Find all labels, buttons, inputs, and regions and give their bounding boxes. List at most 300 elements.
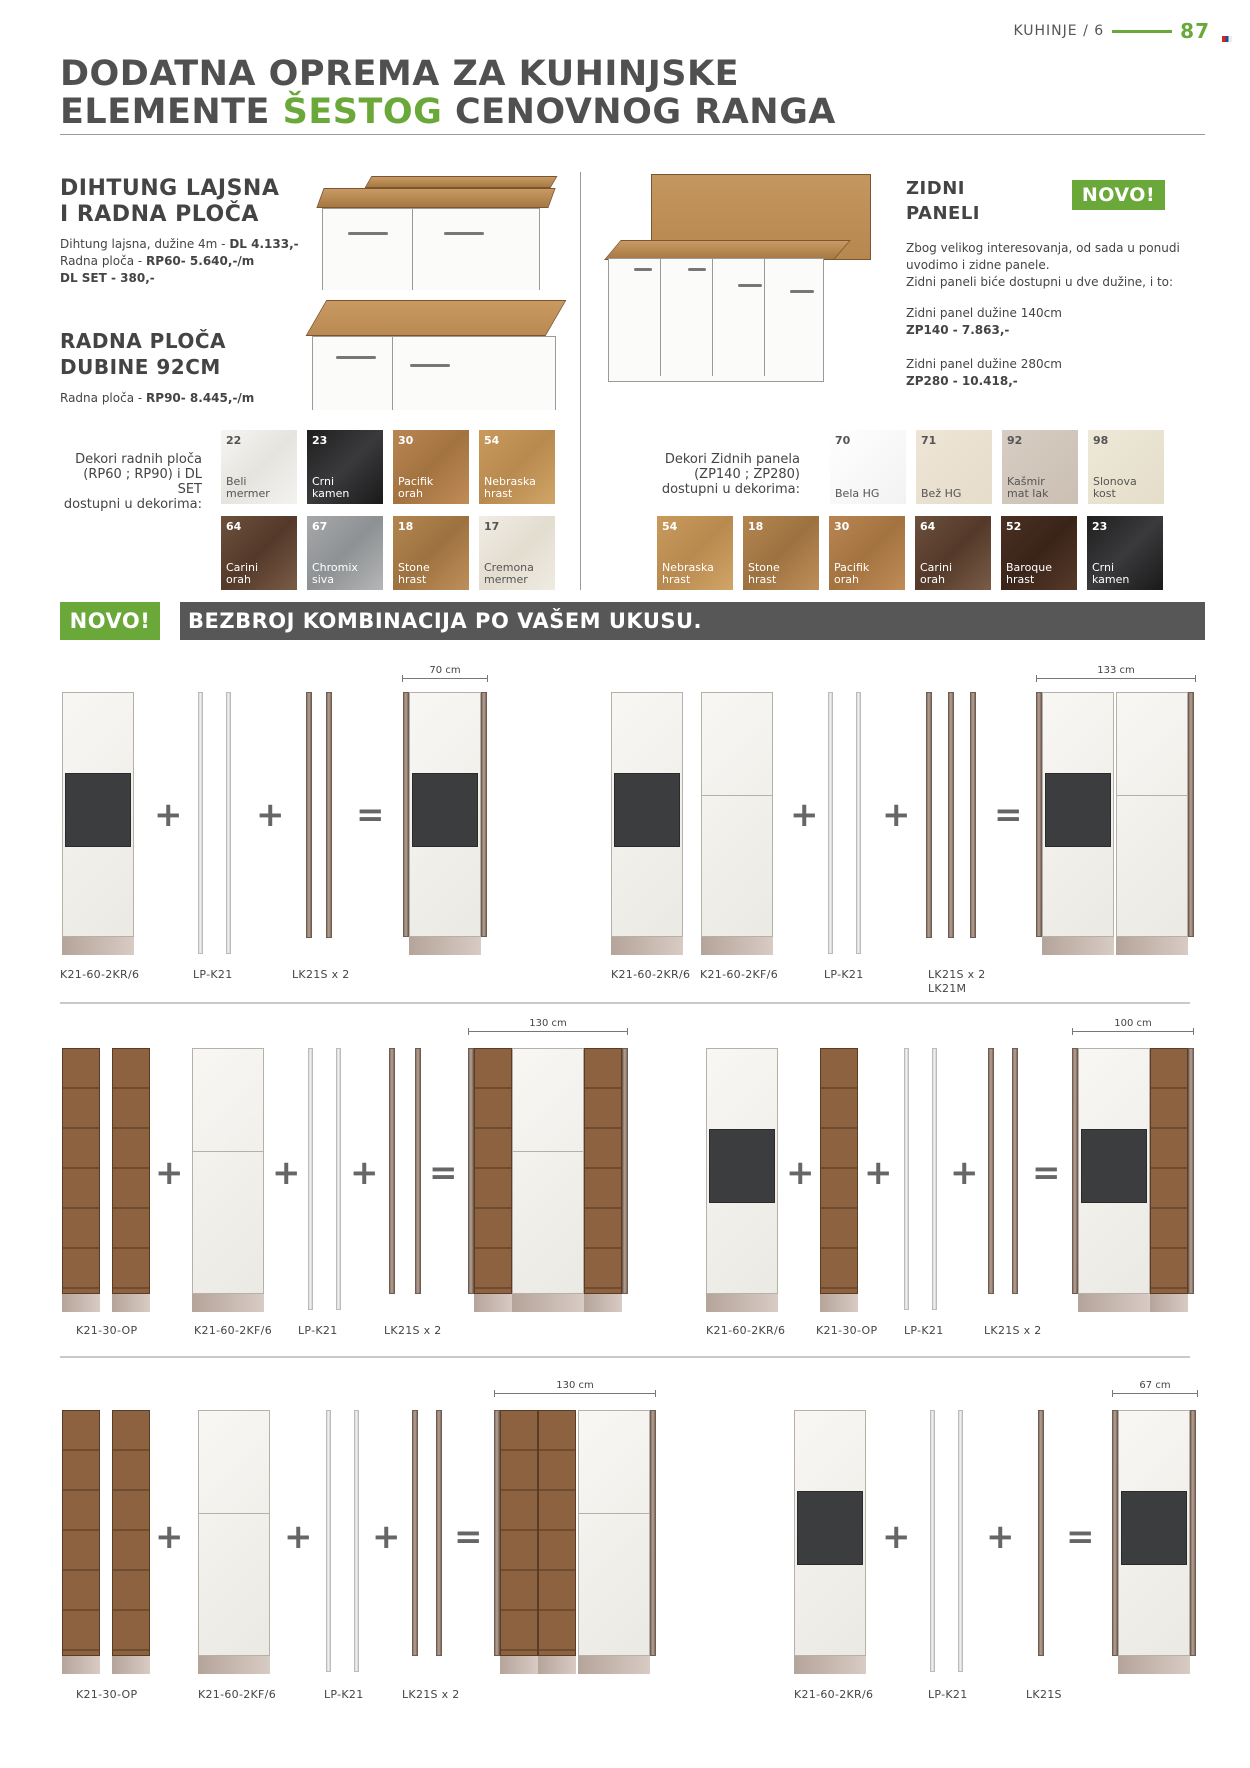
swatch-name [834,562,869,586]
swatch-code: 52 [1006,520,1022,533]
equals-sign: = [994,795,1023,835]
handle [634,268,652,271]
side-panel-dark [926,692,932,938]
plus-sign: + [864,1153,893,1193]
swatch-name-2: kamen [1092,573,1130,586]
countertop-with-seal-illustration [320,172,560,290]
cabinet-plinth [794,1656,866,1674]
swatch-name [226,476,270,500]
swatch-name [484,562,534,586]
swatch-name-1: Chromix [312,561,358,574]
cabinet-body [608,258,824,382]
decor-swatch-23 [307,430,383,504]
appliance-niche [614,773,680,847]
open-shelf-cabinet [474,1048,512,1294]
cabinet-plinth [820,1294,858,1312]
dihtung-heading-2: I RADNA PLOČA [60,202,259,227]
door-split [198,1513,270,1514]
plus-sign: + [256,795,285,835]
cabinet-plinth [578,1656,650,1674]
item-code-caption: LP-K21 [928,1688,968,1701]
zidni-new-badge: NOVO! [1072,180,1165,210]
side-panel-dark [622,1048,628,1294]
tall-cabinet-two-doors [192,1048,264,1294]
swatch-name-1: Kašmir [1007,475,1045,488]
item-code-caption: K21-60-2KR/6 [611,968,691,981]
swatch-code: 18 [398,520,414,533]
swatch-code: 70 [835,434,851,447]
tall-cabinet-two-doors [1116,692,1188,937]
zidni-280-label: Zidni panel dužine 280cm [906,357,1062,371]
dihtung-line-2 [60,253,299,270]
equals-sign: = [1066,1517,1095,1557]
side-panel-dark [1038,1410,1044,1656]
item-code-caption: K21-30-OP [76,1324,138,1337]
decors-left-label-3: dostupni u dekorima: [63,497,202,512]
swatch-name [312,562,358,586]
swatch-code: 92 [1007,434,1023,447]
plus-sign: + [882,795,911,835]
side-panel-light [308,1048,313,1310]
plus-sign: + [350,1153,379,1193]
swatch-name-1: Slonova [1093,475,1137,488]
swatch-name-1: Nebraska [662,561,714,574]
dimension-label [1072,1018,1194,1032]
equals-sign: = [356,795,385,835]
swatch-name-2: orah [398,487,423,500]
decor-swatch-67 [307,516,383,590]
swatch-name-1: Pacifik [398,475,434,488]
cabinet-plinth [112,1294,150,1312]
cabinet-plinth [706,1294,778,1312]
tall-cabinet-two-doors [512,1048,584,1294]
equals-sign: = [1032,1153,1061,1193]
swatch-code: 30 [834,520,850,533]
plus-sign: + [790,795,819,835]
header-rule [1112,30,1172,33]
cabinet-plinth [1150,1294,1188,1312]
swatch-name-1: Cremona [484,561,534,574]
swatch-name [662,562,714,586]
title-line-2 [60,93,836,131]
zidni-280-price: ZP280 - 10.418,- [906,374,1018,388]
dimension-value: 130 cm [556,1380,594,1391]
swatch-name-2: kamen [312,487,350,500]
item-code-caption: K21-30-OP [76,1688,138,1701]
side-panel-dark [412,1410,418,1656]
plus-sign: + [986,1517,1015,1557]
dihtung-line-2-text: Radna ploča - [60,254,147,268]
open-shelf-cabinet [584,1048,622,1294]
swatch-name-2: hrast [662,573,691,586]
decor-swatch-64 [221,516,297,590]
cabinet-plinth [500,1656,538,1674]
swatch-name-2: orah [834,573,859,586]
swatch-name [1006,562,1052,586]
dihtung-line-1-price: DL 4.133,- [229,237,299,251]
swatch-name-1: Crni [312,475,335,488]
cabinet-plinth [192,1294,264,1312]
side-panel-dark [306,692,312,938]
door-split [512,1151,584,1152]
open-shelf-cabinet [1150,1048,1188,1294]
door-split [1116,795,1188,796]
swatch-name [1093,476,1137,500]
vertical-divider [580,172,581,590]
cabinet-plinth [538,1656,576,1674]
item-code-caption: LK21S x 2 [402,1688,460,1701]
side-panel-light [856,692,861,954]
swatch-name [748,562,780,586]
title-highlight: ŠESTOG [282,92,443,132]
radna-block [60,328,254,407]
side-panel-dark [1190,1410,1196,1656]
handle [336,356,376,359]
decor-swatch-54 [657,516,733,590]
side-panel-light [932,1048,937,1310]
open-shelf-cabinet [112,1410,150,1656]
cabinet-plinth [62,1656,100,1674]
dihtung-heading-1: DIHTUNG LAJSNA [60,176,280,201]
banner-new-badge: NOVO! [60,602,160,640]
decor-swatch-92 [1002,430,1078,504]
worktop [604,240,851,260]
item-code-caption: K21-60-2KF/6 [700,968,778,981]
dihtung-line-3-price: DL SET - 380,- [60,271,155,285]
tall-cabinet-two-doors [578,1410,650,1656]
door-split [660,258,661,376]
dimension-value: 70 cm [429,665,461,676]
row-divider [60,1002,1190,1004]
decors-right-label-3: dostupni u dekorima: [661,482,800,497]
side-panel-dark [436,1410,442,1656]
decors-left-label-1: Dekori radnih ploča [75,452,202,467]
item-code-caption: K21-60-2KR/6 [794,1688,874,1701]
decors-left-label-2: (RP60 ; RP90) i DL SET [83,467,202,497]
handle [738,284,762,287]
decor-swatch-17 [479,516,555,590]
swatch-name [398,562,430,586]
equals-sign: = [429,1153,458,1193]
cabinet-plinth [62,937,134,955]
title-part-b: CENOVNOG RANGA [442,92,836,132]
swatch-code: 22 [226,434,242,447]
decor-swatch-64 [915,516,991,590]
cabinet-plinth [1118,1656,1190,1674]
item-code-caption: LK21S x 2 [292,968,350,981]
radna-line-1-text: Radna ploča - [60,391,147,405]
decor-swatch-23 [1087,516,1163,590]
appliance-niche [1045,773,1111,847]
cabinet-plinth [474,1294,512,1312]
title-part-a: ELEMENTE [60,92,283,132]
decor-swatch-18 [743,516,819,590]
decor-swatch-52 [1001,516,1077,590]
item-code-caption: LK21M [928,982,967,995]
swatch-code: 23 [1092,520,1108,533]
swatch-name-2: Bež HG [921,487,962,500]
decors-right-label-2: (ZP140 ; ZP280) [694,467,800,482]
side-panel-dark [970,692,976,938]
swatch-name [920,562,952,586]
decor-swatch-54 [479,430,555,504]
appliance-niche [709,1129,775,1203]
seal-strip [365,176,558,188]
decor-swatch-30 [829,516,905,590]
dimension-line [1112,1393,1198,1394]
plus-sign: + [155,1517,184,1557]
handle [348,232,388,235]
dimension-label [1036,665,1196,679]
swatch-name-2: kost [1093,487,1116,500]
side-panel-dark [1188,692,1194,937]
item-code-caption: K21-60-2KR/6 [706,1324,786,1337]
swatch-name-1: Nebraska [484,475,536,488]
dimension-label [494,1380,656,1394]
swatch-name-2: mat lak [1007,487,1049,500]
item-code-caption: K21-60-2KF/6 [194,1324,272,1337]
plus-sign: + [272,1153,301,1193]
page-header [1013,19,1210,43]
appliance-niche [65,773,131,847]
side-panel-light [354,1410,359,1672]
side-panel-dark [988,1048,994,1294]
row-divider [60,1356,1190,1358]
open-shelf-cabinet [112,1048,150,1294]
dimension-label [402,665,488,679]
swatch-code: 67 [312,520,328,533]
swatch-code: 64 [226,520,242,533]
swatch-name [1092,562,1129,586]
appliance-niche [1121,1491,1187,1565]
cabinet-plinth [512,1294,584,1312]
plus-sign: + [950,1153,979,1193]
door-split [412,208,413,290]
cabinet-plinth [409,937,481,955]
swatch-name-1: Stone [398,561,430,574]
decor-swatch-70 [830,430,906,504]
combinations-banner: BEZBROJ KOMBINACIJA PO VAŠEM UKUSU. [180,602,1205,640]
wall-panel-illustration [604,172,874,404]
handle [410,364,450,367]
swatch-name-1: Baroque [1006,561,1053,574]
dimension-line [1036,678,1196,679]
swatch-name [835,488,879,500]
swatch-name-2: Bela HG [835,487,880,500]
cabinet-plinth [198,1656,270,1674]
swatch-name [921,488,961,500]
page-title [60,55,836,131]
swatch-name-2: orah [920,573,945,586]
flag-icon [1222,36,1232,42]
swatch-name [226,562,258,586]
cabinet-body [322,208,540,290]
appliance-niche [1081,1129,1147,1203]
open-shelf-cabinet [820,1048,858,1294]
swatch-name [312,476,349,500]
handle [444,232,484,235]
dimension-value: 100 cm [1114,1018,1152,1029]
dihtung-line-1-text: Dihtung lajsna, dužine 4m - [60,237,230,251]
equals-sign: = [454,1517,483,1557]
cabinet-plinth [112,1656,150,1674]
dimension-line [1072,1031,1194,1032]
swatch-name [1007,476,1048,500]
swatch-name-1: Carini [226,561,259,574]
swatch-name-2: hrast [484,487,513,500]
swatch-code: 17 [484,520,500,533]
appliance-niche [412,773,478,847]
handle [790,290,814,293]
item-code-caption: K21-30-OP [816,1324,878,1337]
swatch-name-1: Pacifik [834,561,870,574]
cabinet-plinth [1042,937,1114,955]
side-panel-light [930,1410,935,1672]
plus-sign: + [155,1153,184,1193]
swatch-code: 30 [398,434,414,447]
side-panel-light [904,1048,909,1310]
zidni-desc-1: Zbog velikog interesovanja, od sada u ponudi [906,241,1180,255]
side-panel-dark [1188,1048,1194,1294]
door-split [578,1513,650,1514]
cabinet-body [312,336,556,410]
zidni-140-price: ZP140 - 7.863,- [906,323,1010,337]
dimension-line [468,1031,628,1032]
decor-swatch-71 [916,430,992,504]
plus-sign: + [154,795,183,835]
radna-heading-2: DUBINE 92CM [60,355,221,379]
title-divider [60,134,1205,135]
zidni-desc-2: uvodimo i zidne panele. [906,258,1050,272]
open-shelf-cabinet [500,1410,538,1656]
side-panel-dark [650,1410,656,1656]
dimension-value: 133 cm [1097,665,1135,676]
item-code-caption: LP-K21 [298,1324,338,1337]
decors-right-label [640,452,800,497]
worktop [316,188,555,208]
item-code-caption: K21-60-2KR/6 [60,968,140,981]
title-line-1: DODATNA OPREMA ZA KUHINJSKE [60,54,739,94]
item-code-caption: LK21S x 2 [384,1324,442,1337]
side-panel-light [336,1048,341,1310]
radna-line-1-price: RP90- 8.445,-/m [146,391,255,405]
cabinet-plinth [701,937,773,955]
swatch-name-2: mermer [484,573,528,586]
plus-sign: + [786,1153,815,1193]
side-panel-light [958,1410,963,1672]
handle [688,268,706,271]
decors-right-label-1: Dekori Zidnih panela [664,452,800,467]
tall-cabinet-two-doors [701,692,773,937]
item-code-caption: LK21S x 2 [928,968,986,981]
swatch-name-1: Crni [1092,561,1115,574]
dihtung-line-3 [60,270,299,287]
item-code-caption: LK21S x 2 [984,1324,1042,1337]
appliance-niche [797,1491,863,1565]
item-code-caption: LK21S [1026,1688,1062,1701]
dihtung-line-1 [60,236,299,253]
swatch-name-2: orah [226,573,251,586]
side-panel-dark [415,1048,421,1294]
swatch-code: 64 [920,520,936,533]
item-code-caption: LP-K21 [824,968,864,981]
door-split [701,795,773,796]
door-split [392,336,393,410]
side-panel-dark [326,692,332,938]
countertop-92cm-illustration [306,300,560,410]
item-code-caption: K21-60-2KF/6 [198,1688,276,1701]
swatch-name-2: hrast [748,573,777,586]
cabinet-plinth [611,937,683,955]
side-panel-dark [1012,1048,1018,1294]
swatch-code: 98 [1093,434,1109,447]
dimension-label [1112,1380,1198,1394]
swatch-name [398,476,433,500]
dimension-value: 67 cm [1139,1380,1171,1391]
swatch-code: 18 [748,520,764,533]
tall-cabinet-two-doors [198,1410,270,1656]
dimension-label [468,1018,628,1032]
cabinet-plinth [584,1294,622,1312]
swatch-name-2: hrast [1006,573,1035,586]
dimension-line [494,1393,656,1394]
decors-left-label [62,452,202,512]
swatch-code: 54 [662,520,678,533]
dimension-value: 130 cm [529,1018,567,1029]
open-shelf-cabinet [62,1410,100,1656]
swatch-name-2: hrast [398,573,427,586]
decor-swatch-30 [393,430,469,504]
side-panel-light [326,1410,331,1672]
door-split [712,258,713,376]
side-panel-light [226,692,231,954]
zidni-heading-2: PANELI [906,203,980,224]
swatch-name-2: mermer [226,487,270,500]
swatch-name [484,476,536,500]
swatch-code: 71 [921,434,937,447]
page-number: 87 [1180,19,1210,43]
zidni-heading-1: ZIDNI [906,178,965,199]
radna-heading-1: RADNA PLOČA [60,329,227,353]
swatch-name-1: Carini [920,561,953,574]
cabinet-plinth [1116,937,1188,955]
item-code-caption: LP-K21 [904,1324,944,1337]
dimension-line [402,678,488,679]
open-shelf-cabinet [538,1410,576,1656]
swatch-name-1: Beli [226,475,247,488]
cabinet-plinth [62,1294,100,1312]
radna-line-1 [60,390,254,407]
open-shelf-cabinet [62,1048,100,1294]
swatch-name-2: siva [312,573,335,586]
side-panel-dark [481,692,487,937]
side-panel-light [198,692,203,954]
decor-swatch-98 [1088,430,1164,504]
side-panel-dark [389,1048,395,1294]
dihtung-line-2-price: RP60- 5.640,-/m [146,254,255,268]
section-label: KUHINJE / 6 [1013,23,1105,39]
door-split [192,1151,264,1152]
item-code-caption: LP-K21 [193,968,233,981]
item-code-caption: LP-K21 [324,1688,364,1701]
door-split [764,258,765,376]
plus-sign: + [284,1517,313,1557]
side-panel-light [828,692,833,954]
cabinet-plinth [1078,1294,1150,1312]
worktop [306,300,567,336]
zidni-140-label: Zidni panel dužine 140cm [906,306,1062,320]
swatch-code: 54 [484,434,500,447]
